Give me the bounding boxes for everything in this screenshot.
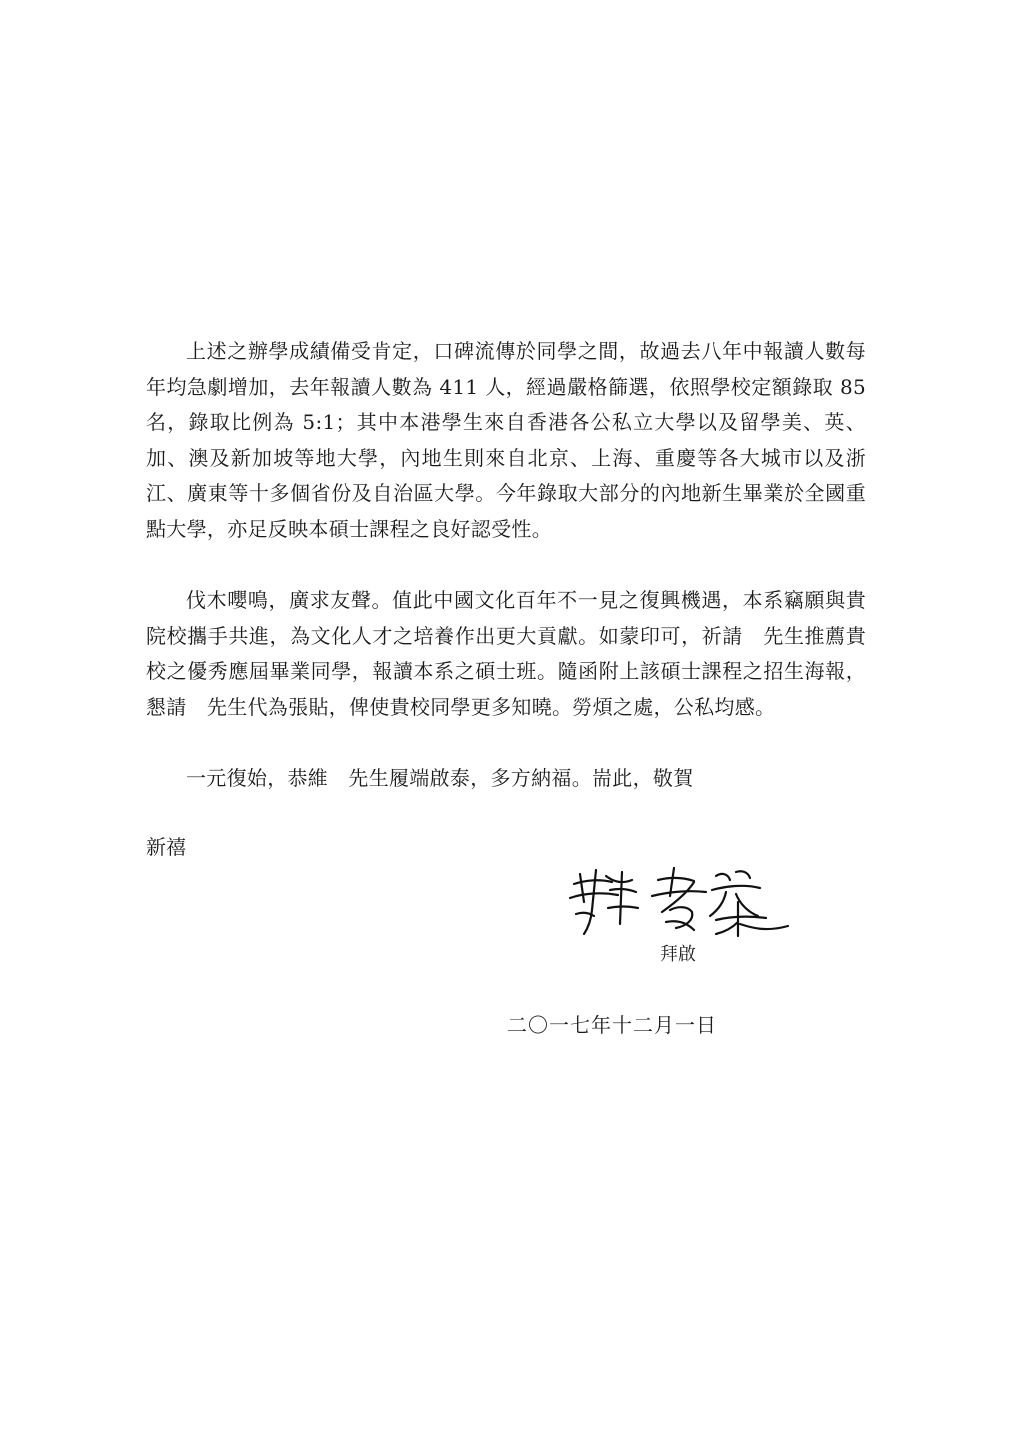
paragraph-admissions: 上述之辦學成績備受肯定，口碑流傳於同學之間，故過去八年中報讀人數每年均急劇增加，去年報讀人數為 411 人，經過嚴格篩選，依照學校定額錄取 85 名，錄取比例為 5:1；其中本港學生來自香港各公私立大學以及留學美、英、加、澳及新加坡等地大學，內地生則來自北京、上海、重慶等各大城市以及浙江、廣東等十多個省份及自治區大學。今年錄取大部分的內地新生畢業於全國重點大學，亦足反映本碩士課程之良好認受性。 <box>146 339 866 541</box>
letter-body <box>146 334 866 797</box>
paragraph-invitation: 伐木嚶鳴，廣求友聲。值此中國文化百年不一見之復興機遇，本系竊願與貴院校攜手共進，為文化人才之培養作出更大貢獻。如蒙印可，祈請 先生推薦貴校之優秀應屆畢業同學，報讀本系之碩士班。隨函附上該碩士課程之招生海報，懇請 先生代為張貼，俾使貴校同學更多知曉。勞煩之處，公私均感。 <box>146 588 866 719</box>
handwritten-signature <box>566 862 796 942</box>
paragraph-greeting: 一元復始，恭維 先生履端啟泰，多方納福。耑此，敬賀 <box>186 766 694 790</box>
salutation: 新禧 <box>146 835 186 859</box>
letter-date: 二〇一七年十二月一日 <box>507 1013 717 1037</box>
sign-off: 拜啟 <box>660 944 696 965</box>
